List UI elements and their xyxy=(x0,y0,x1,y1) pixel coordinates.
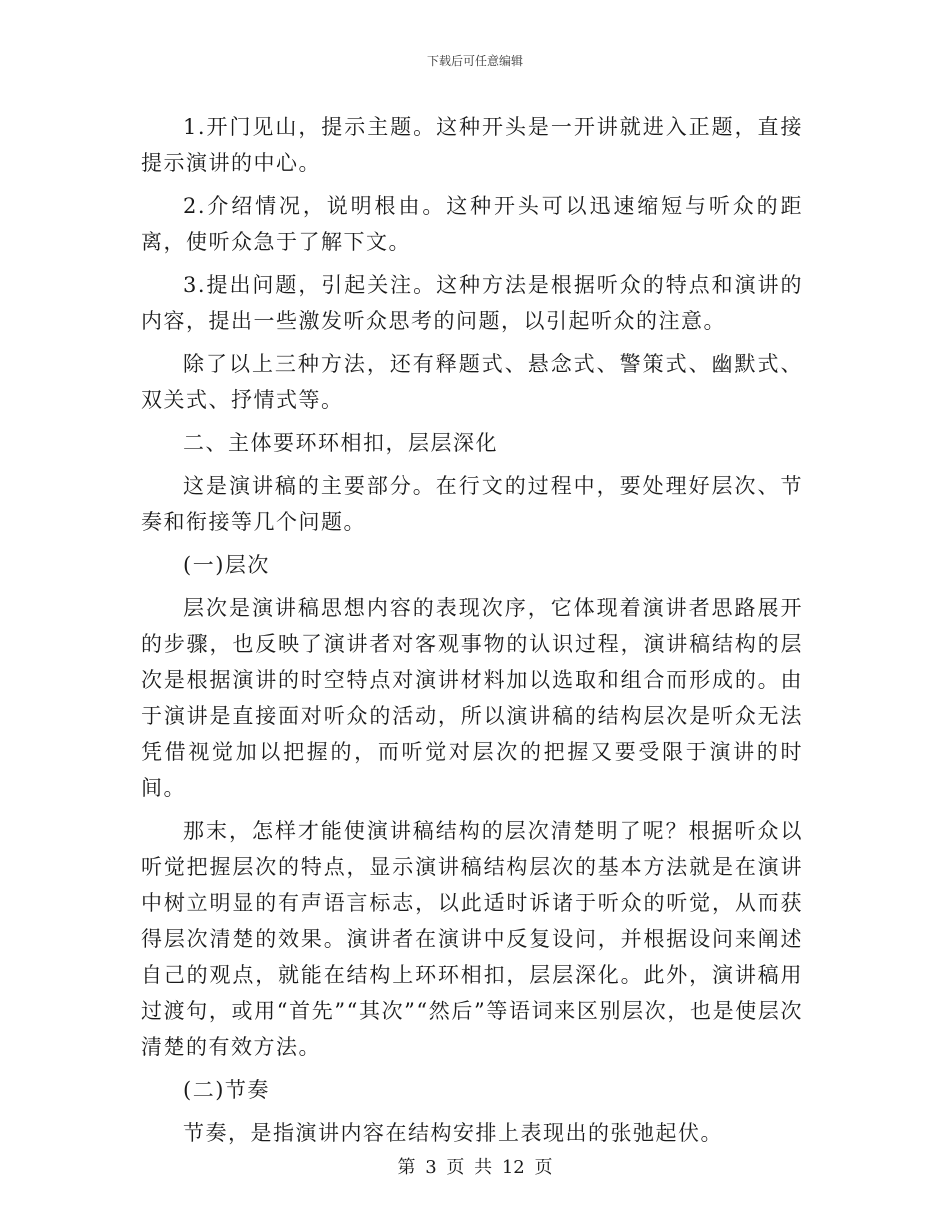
paragraph-body-intro: 这是演讲稿的主要部分。在行文的过程中，要处理好层次、节奏和衔接等几个问题。 xyxy=(141,474,803,534)
subheading-rhythm: (二)节奏 xyxy=(183,1078,270,1102)
paragraph-levels-definition: 层次是演讲稿思想内容的表现次序，它体现着演讲者思路展开的步骤，也反映了演讲者对客观事物的认识过程，演讲稿结构的层次是根据演讲的时空特点对演讲材料加以选取和组合而形成的。由于演讲是直接面对听众的活动，所以演讲稿的结构层次是听众无法凭借视觉加以把握的，而听觉对层次的把握又要受限于演讲的时间。 xyxy=(141,596,803,800)
paragraph-opening-method-2: 2.介绍情况，说明根由。这种开头可以迅速缩短与听众的距离，使听众急于了解下文。 xyxy=(141,194,803,254)
paragraph-rhythm-definition: 节奏，是指演讲内容在结构安排上表现出的张弛起伏。 xyxy=(183,1121,723,1145)
page-header: 下载后可任意编辑 xyxy=(426,54,523,68)
document-body xyxy=(141,109,803,1158)
paragraph-opening-method-1: 1.开门见山，提示主题。这种开头是一开讲就进入正题，直接提示演讲的中心。 xyxy=(141,115,803,175)
paragraph-other-methods: 除了以上三种方法，还有释题式、悬念式、警策式、幽默式、双关式、抒情式等。 xyxy=(141,352,803,412)
section-heading-body: 二、主体要环环相扣，层层深化 xyxy=(183,431,498,455)
paragraph-levels-method: 那末，怎样才能使演讲稿结构的层次清楚明了呢？根据听众以听觉把握层次的特点，显示演讲稿结构层次的基本方法就是在演讲中树立明显的有声语言标志，以此适时诉诸于听众的听觉，从而获得层次清楚的效果。演讲者在演讲中反复设问，并根据设问来阐述自己的观点，就能在结构上环环相扣，层层深化。此外，演讲稿用过渡句，或用“首先”“其次”“然后”等语词来区别层次，也是使层次清楚的有效方法。 xyxy=(141,819,803,1059)
paragraph-opening-method-3: 3.提出问题，引起关注。这种方法是根据听众的特点和演讲的内容，提出一些激发听众思考的问题，以引起听众的注意。 xyxy=(141,273,803,333)
page-number-footer: 第 3 页 共 12 页 xyxy=(397,1157,553,1178)
subheading-levels: (一)层次 xyxy=(183,553,270,577)
